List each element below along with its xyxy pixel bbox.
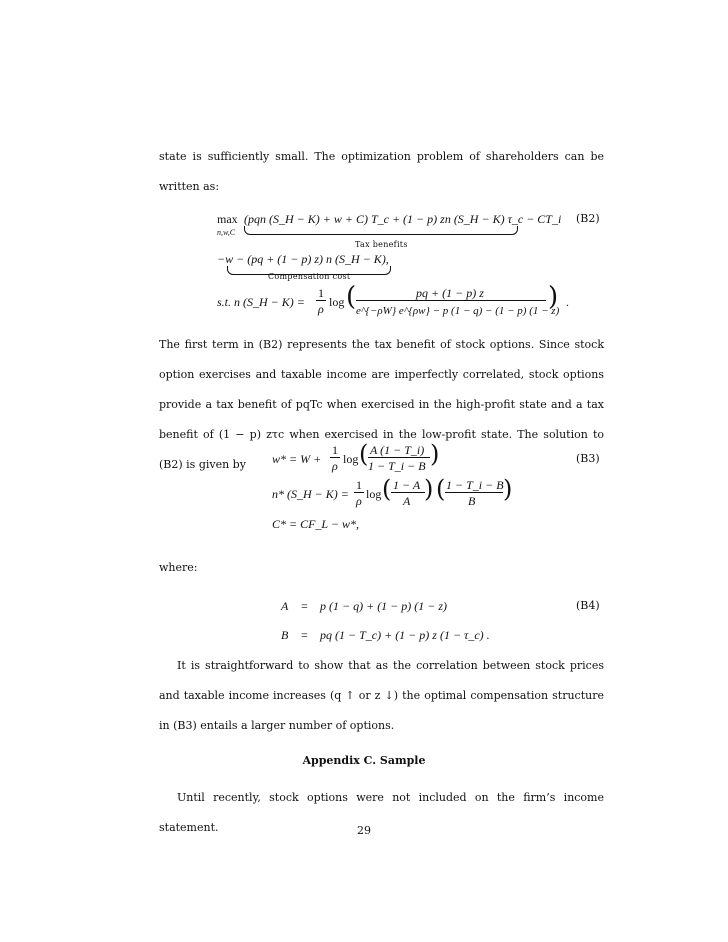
equation-tag-b3: (B3) xyxy=(576,452,600,465)
b3-frac2-num: 1 xyxy=(356,478,362,492)
b3-frac2-den: ρ xyxy=(356,494,362,508)
max-subscript: n,w,C xyxy=(217,228,236,237)
tax-benefits-brace xyxy=(244,226,518,235)
b3-line-1-lhs: w* = W + xyxy=(272,452,322,466)
b3-line-3: C* = CF_L − w*, xyxy=(272,517,359,531)
b3-frac1-den: ρ xyxy=(332,459,338,473)
constraint-frac-line xyxy=(356,300,546,301)
equation-tag-b2: (B2) xyxy=(576,212,600,225)
b3-rparen-2: ) xyxy=(424,475,434,503)
constraint-denominator: e^{−ρW} e^{ρw} − p (1 − q) − (1 − p) (1 − z) xyxy=(356,305,560,317)
max-operator: max xyxy=(217,212,238,226)
b3-frac1-line xyxy=(330,457,340,458)
b3-l2-den1: A xyxy=(403,494,411,508)
log-operator-b2: log xyxy=(329,295,345,309)
paragraph-sample: Until recently, stock options were not included on the firm’s income statement. xyxy=(159,791,604,834)
b3-rparen-3: ) xyxy=(503,475,513,503)
b3-l1-den: 1 − T_i − B xyxy=(368,459,426,473)
page-number: 29 xyxy=(357,824,371,837)
paragraph-where: where: xyxy=(159,561,198,574)
b3-lparen-2: ( xyxy=(382,475,392,503)
b3-l1-num: A (1 − T_i) xyxy=(370,443,425,457)
objective-line-2: −w − (pq + (1 − p) z) n (S_H − K), xyxy=(217,252,389,266)
objective-line-1: (pqn (S_H − K) + w + C) T_c + (1 − p) zn (S_H − K) τ_c − CT_i xyxy=(244,212,562,226)
b3-l1-frac-line xyxy=(368,457,430,458)
equation-tag-b4: (B4) xyxy=(576,599,600,612)
right-paren-b2: ) xyxy=(548,282,559,312)
b3-l2-frac1-line xyxy=(391,492,425,493)
b4-b-equals: = xyxy=(301,628,308,642)
frac-one-rho-line xyxy=(316,300,326,301)
frac-one-rho-num: 1 xyxy=(318,286,324,300)
compensation-cost-label: Compensation cost xyxy=(268,272,351,281)
b3-line-2-lhs: n* (S_H − K) = xyxy=(272,487,349,501)
b3-lparen-3: ( xyxy=(436,475,446,503)
frac-one-rho-den: ρ xyxy=(318,302,324,316)
constraint-lhs: s.t. n (S_H − K) = xyxy=(217,295,305,309)
tax-benefits-label: Tax benefits xyxy=(355,240,408,249)
b3-rparen-1: ) xyxy=(430,440,440,468)
b4-a-lhs: A xyxy=(281,599,289,613)
b3-l2-num2: 1 − T_i − B xyxy=(446,478,504,492)
b4-a-rhs: p (1 − q) + (1 − p) (1 − z) xyxy=(320,599,448,613)
left-paren-b2: ( xyxy=(346,282,357,312)
b3-log-1: log xyxy=(343,452,359,466)
b4-b-rhs: pq (1 − T_c) + (1 − p) z (1 − τ_c) . xyxy=(320,628,490,642)
b3-log-2: log xyxy=(366,487,382,501)
b3-l2-den2: B xyxy=(468,494,476,508)
b3-frac2-line xyxy=(354,492,364,493)
paragraph-intro: state is sufficiently small. The optimization problem of shareholders can be written as: xyxy=(159,150,604,193)
paragraph-correlation: It is straightforward to show that as the correlation between stock prices and taxable income increases (q ↑ or z ↓) the optimal compensation structure in (B3) entails a larger number of options. xyxy=(159,659,604,732)
b4-b-lhs: B xyxy=(281,628,289,642)
constraint-numerator: pq + (1 − p) z xyxy=(416,286,484,300)
b3-frac1-num: 1 xyxy=(332,443,338,457)
b3-l2-num1: 1 − A xyxy=(393,478,421,492)
b3-lparen-1: ( xyxy=(359,440,369,468)
period-b2: . xyxy=(566,295,569,309)
b3-l2-frac2-line xyxy=(445,492,503,493)
paragraph-tax-benefit: The first term in (B2) represents the tax benefit of stock options. Since stock option exercises and taxable income are imperfectly correlated, stock options provide a tax benefit of pqTc when exercised in the high-profit state and a tax benefit of (1 − p) zτc when exercised in the low-profit state. The solution to (B2) is given by xyxy=(159,338,604,471)
section-heading: Appendix C. Sample xyxy=(302,754,426,767)
b4-a-equals: = xyxy=(301,599,308,613)
